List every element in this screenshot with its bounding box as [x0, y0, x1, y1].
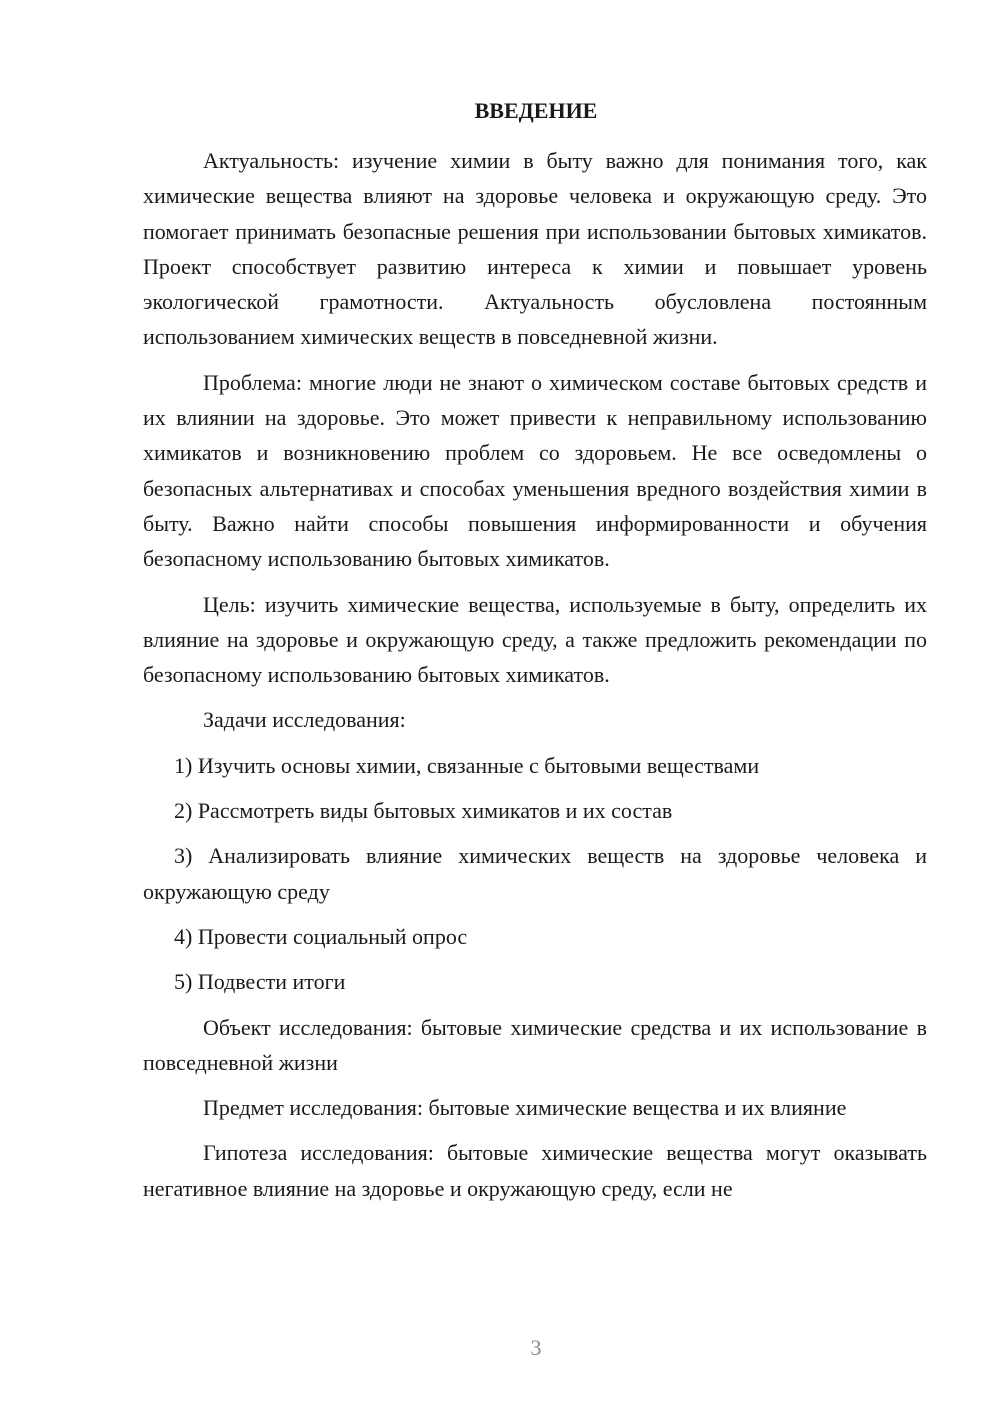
task-item-1: 1) Изучить основы химии, связанные с бытовыми веществами: [174, 752, 760, 778]
section-heading: ВВЕДЕНИЕ: [474, 98, 598, 123]
task-item-3: 3) Анализировать влияние химических веществ на здоровье человека и окружающую среду: [143, 843, 927, 904]
subject-paragraph: Предмет исследования: бытовые химические вещества и их влияние: [203, 1095, 847, 1121]
tasks-title: Задачи исследования:: [203, 707, 406, 733]
task-item-4: 4) Провести социальный опрос: [174, 923, 468, 949]
relevance-paragraph: Актуальность: изучение химии в быту важно для понимания того, как химические вещества влияют на здоровье человека и окружающую среду. Это помогает принимать безопасные решения при использовании бытовых химикатов. Проект способствует развитию интереса к химии и повышает уровень экологической грамотности. Актуальность обусловлена постоянным использованием химических веществ в повседневной жизни.: [143, 148, 927, 350]
tasks-list: [143, 748, 927, 1000]
object-paragraph: Объект исследования: бытовые химические средства и их использование в повседневной жизни: [143, 1014, 927, 1075]
task-item-2: 2) Рассмотреть виды бытовых химикатов и их состав: [174, 798, 673, 824]
document-body: [143, 143, 927, 1206]
hypothesis-paragraph: Гипотеза исследования: бытовые химические вещества могут оказывать негативное влияние на здоровье и окружающую среду, если не: [143, 1140, 927, 1201]
task-item-5: 5) Подвести итоги: [174, 969, 346, 995]
problem-paragraph: Проблема: многие люди не знают о химическом составе бытовых средств и их влиянии на здоровье. Это может привести к неправильному использованию химикатов и возникновению проблем со здоровьем. Не все осведомлены о безопасных альтернативах и способах уменьшения вредного воздействия химии в быту. Важно найти способы повышения информированности и обучения безопасному использованию бытовых химикатов.: [143, 369, 927, 572]
page-number: 3: [530, 1335, 542, 1360]
goal-paragraph: Цель: изучить химические вещества, используемые в быту, определить их влияние на здоровье и окружающую среду, а также предложить рекомендации по безопасному использованию бытовых химикатов.: [143, 591, 927, 688]
